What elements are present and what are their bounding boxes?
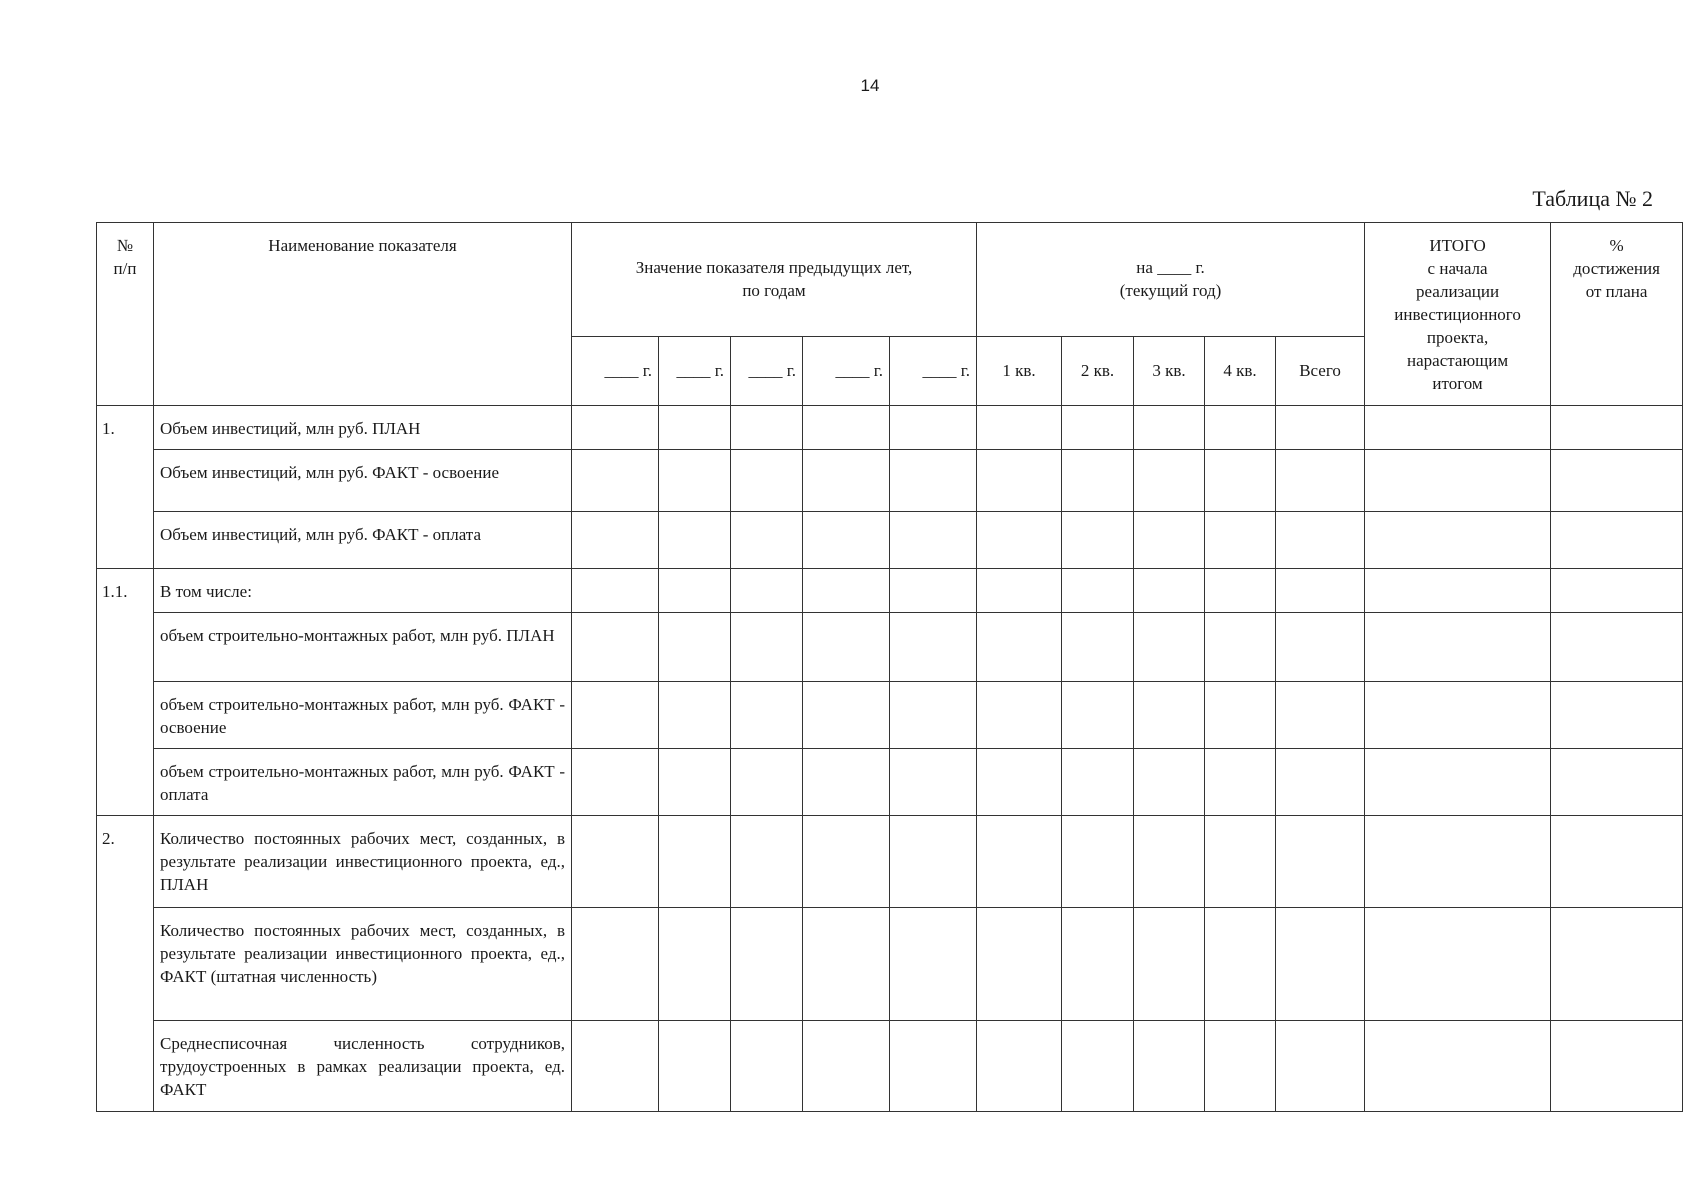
value-cell — [1134, 613, 1205, 682]
value-cell — [1205, 613, 1276, 682]
row-number: 2. — [97, 816, 154, 1112]
value-cell — [1062, 512, 1134, 569]
value-cell — [659, 749, 731, 816]
value-cell — [731, 406, 803, 450]
value-cell — [1062, 613, 1134, 682]
table-body — [97, 406, 1683, 1112]
value-cell — [659, 1021, 731, 1112]
header-year-1: ____ г. — [572, 337, 659, 406]
value-cell — [572, 512, 659, 569]
row-number: 1.1. — [97, 569, 154, 816]
value-cell — [1551, 1021, 1683, 1112]
value-cell — [731, 512, 803, 569]
value-cell — [977, 908, 1062, 1021]
value-cell — [1365, 512, 1551, 569]
value-cell — [1205, 406, 1276, 450]
value-cell — [1365, 682, 1551, 749]
value-cell — [803, 1021, 890, 1112]
value-cell — [731, 682, 803, 749]
value-cell — [1062, 450, 1134, 512]
table-row — [97, 613, 1683, 682]
header-quarter-1: 1 кв. — [977, 337, 1062, 406]
value-cell — [977, 749, 1062, 816]
header-percent: % достижения от плана — [1551, 223, 1683, 406]
value-cell — [1365, 450, 1551, 512]
value-cell — [890, 569, 977, 613]
indicator-name: объем строительно-монтажных работ, млн руб. ФАКТ - освоение — [154, 682, 572, 749]
value-cell — [977, 613, 1062, 682]
indicator-name: Объем инвестиций, млн руб. ФАКТ - освоение — [154, 450, 572, 512]
table-row — [97, 512, 1683, 569]
row-number: 1. — [97, 406, 154, 569]
value-cell — [1276, 908, 1365, 1021]
value-cell — [1276, 450, 1365, 512]
value-cell — [1205, 1021, 1276, 1112]
value-cell — [1062, 569, 1134, 613]
value-cell — [1551, 908, 1683, 1021]
header-current-year: на ____ г. (текущий год) — [977, 223, 1365, 337]
value-cell — [1551, 749, 1683, 816]
value-cell — [1062, 749, 1134, 816]
value-cell — [1365, 613, 1551, 682]
value-cell — [803, 749, 890, 816]
value-cell — [1551, 569, 1683, 613]
value-cell — [731, 816, 803, 908]
header-quarter-total: Всего — [1276, 337, 1365, 406]
header-name: Наименование показателя — [154, 223, 572, 406]
value-cell — [890, 450, 977, 512]
value-cell — [659, 512, 731, 569]
value-cell — [977, 450, 1062, 512]
value-cell — [1062, 406, 1134, 450]
value-cell — [1276, 816, 1365, 908]
header-num: № п/п — [97, 223, 154, 406]
value-cell — [1134, 682, 1205, 749]
value-cell — [1134, 512, 1205, 569]
value-cell — [890, 908, 977, 1021]
value-cell — [890, 406, 977, 450]
value-cell — [659, 908, 731, 1021]
value-cell — [1134, 908, 1205, 1021]
value-cell — [803, 682, 890, 749]
value-cell — [1205, 512, 1276, 569]
table-row — [97, 1021, 1683, 1112]
value-cell — [890, 682, 977, 749]
value-cell — [731, 908, 803, 1021]
value-cell — [572, 450, 659, 512]
table-row — [97, 816, 1683, 908]
header-year-4: ____ г. — [803, 337, 890, 406]
value-cell — [1365, 908, 1551, 1021]
header-year-5: ____ г. — [890, 337, 977, 406]
value-cell — [890, 1021, 977, 1112]
value-cell — [1276, 512, 1365, 569]
value-cell — [890, 749, 977, 816]
value-cell — [1365, 406, 1551, 450]
value-cell — [1062, 1021, 1134, 1112]
table-row — [97, 682, 1683, 749]
value-cell — [659, 450, 731, 512]
indicator-name: объем строительно-монтажных работ, млн руб. ПЛАН — [154, 613, 572, 682]
value-cell — [1365, 749, 1551, 816]
table-caption: Таблица № 2 — [1532, 186, 1653, 211]
value-cell — [1276, 406, 1365, 450]
header-year-2: ____ г. — [659, 337, 731, 406]
table-row — [97, 569, 1683, 613]
value-cell — [1276, 1021, 1365, 1112]
value-cell — [977, 512, 1062, 569]
value-cell — [803, 908, 890, 1021]
value-cell — [1205, 569, 1276, 613]
value-cell — [1551, 816, 1683, 908]
indicator-name: объем строительно-монтажных работ, млн руб. ФАКТ - оплата — [154, 749, 572, 816]
value-cell — [731, 1021, 803, 1112]
value-cell — [803, 406, 890, 450]
value-cell — [803, 613, 890, 682]
indicator-name: Объем инвестиций, млн руб. ПЛАН — [154, 406, 572, 450]
value-cell — [803, 512, 890, 569]
value-cell — [1276, 569, 1365, 613]
value-cell — [1205, 450, 1276, 512]
value-cell — [1551, 682, 1683, 749]
value-cell — [572, 613, 659, 682]
value-cell — [731, 450, 803, 512]
indicator-name: Количество постоянных рабочих мест, созданных, в результате реализации инвестиционного проекта, ед., ПЛАН — [154, 816, 572, 908]
value-cell — [1134, 450, 1205, 512]
value-cell — [659, 569, 731, 613]
value-cell — [1062, 816, 1134, 908]
value-cell — [572, 682, 659, 749]
value-cell — [1134, 569, 1205, 613]
value-cell — [1205, 682, 1276, 749]
header-prev-years: Значение показателя предыдущих лет, по годам — [572, 223, 977, 337]
value-cell — [572, 569, 659, 613]
header-total: ИТОГО с начала реализации инвестиционного проекта, нарастающим итогом — [1365, 223, 1551, 406]
value-cell — [977, 682, 1062, 749]
value-cell — [1134, 406, 1205, 450]
value-cell — [1551, 406, 1683, 450]
value-cell — [659, 682, 731, 749]
page-number: 14 — [860, 76, 880, 95]
value-cell — [1551, 450, 1683, 512]
value-cell — [659, 816, 731, 908]
table-row — [97, 450, 1683, 512]
value-cell — [659, 406, 731, 450]
value-cell — [1062, 908, 1134, 1021]
value-cell — [803, 816, 890, 908]
value-cell — [731, 613, 803, 682]
value-cell — [572, 908, 659, 1021]
value-cell — [1551, 613, 1683, 682]
value-cell — [1365, 569, 1551, 613]
value-cell — [890, 816, 977, 908]
value-cell — [731, 749, 803, 816]
value-cell — [1276, 613, 1365, 682]
header-quarter-2: 2 кв. — [1062, 337, 1134, 406]
value-cell — [659, 613, 731, 682]
value-cell — [977, 569, 1062, 613]
table-row — [97, 749, 1683, 816]
value-cell — [977, 1021, 1062, 1112]
value-cell — [572, 749, 659, 816]
value-cell — [1134, 749, 1205, 816]
value-cell — [890, 512, 977, 569]
value-cell — [1134, 816, 1205, 908]
indicator-name: Количество постоянных рабочих мест, созданных, в результате реализации инвестиционного проекта, ед., ФАКТ (штатная численность) — [154, 908, 572, 1021]
value-cell — [803, 569, 890, 613]
value-cell — [1276, 749, 1365, 816]
value-cell — [1365, 816, 1551, 908]
value-cell — [1134, 1021, 1205, 1112]
value-cell — [572, 406, 659, 450]
value-cell — [731, 569, 803, 613]
value-cell — [1365, 1021, 1551, 1112]
indicator-name: Среднесписочная численность сотрудников, трудоустроенных в рамках реализации проекта, ед. ФАКТ — [154, 1021, 572, 1112]
value-cell — [803, 450, 890, 512]
value-cell — [1276, 682, 1365, 749]
value-cell — [1062, 682, 1134, 749]
value-cell — [977, 406, 1062, 450]
indicator-name: Объем инвестиций, млн руб. ФАКТ - оплата — [154, 512, 572, 569]
header-quarter-3: 3 кв. — [1134, 337, 1205, 406]
table-row — [97, 406, 1683, 450]
indicator-name: В том числе: — [154, 569, 572, 613]
value-cell — [572, 816, 659, 908]
value-cell — [1205, 908, 1276, 1021]
value-cell — [890, 613, 977, 682]
header-quarter-4: 4 кв. — [1205, 337, 1276, 406]
value-cell — [977, 816, 1062, 908]
indicator-table — [96, 222, 1683, 1112]
header-year-3: ____ г. — [731, 337, 803, 406]
value-cell — [1205, 816, 1276, 908]
value-cell — [1551, 512, 1683, 569]
table-row — [97, 908, 1683, 1021]
value-cell — [572, 1021, 659, 1112]
value-cell — [1205, 749, 1276, 816]
